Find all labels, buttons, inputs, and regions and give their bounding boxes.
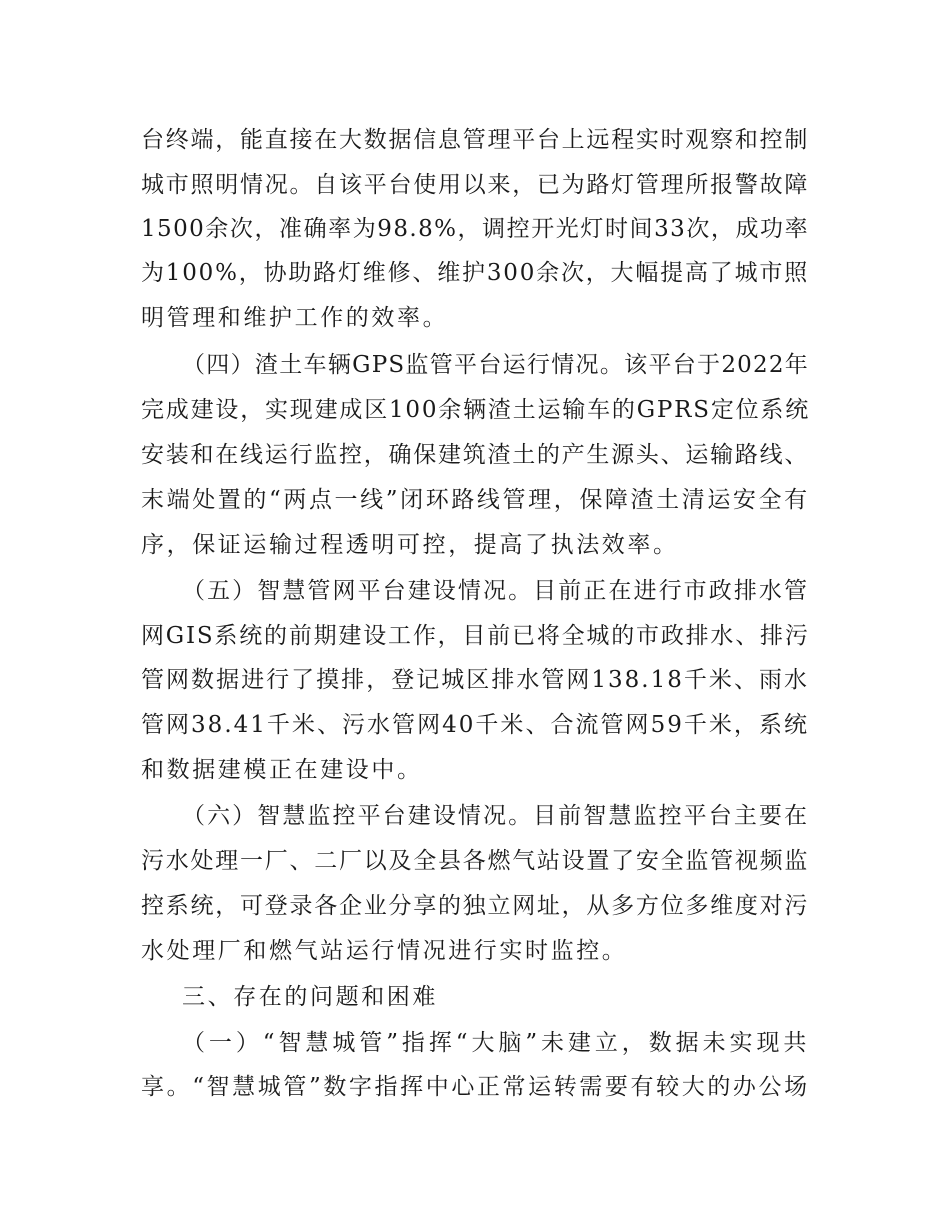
paragraph-line: 控系统，可登录各企业分享的独立网址，从多方位多维度对污 — [141, 893, 809, 919]
paragraph-line: 和数据建模正在建设中。 — [141, 757, 423, 783]
paragraph-line: 城市照明情况。自该平台使用以来，已为路灯管理所报警故障 — [141, 172, 809, 198]
paragraph-line: 污水处理一厂、二厂以及全县各燃气站设置了安全监管视频监 — [141, 848, 809, 874]
paragraph-line: 管网数据进行了摸排，登记城区排水管网138.18千米、雨水 — [141, 667, 809, 693]
paragraph-line: （一）“智慧城管”指挥“大脑”未建立，数据未实现共 — [182, 1030, 809, 1056]
paragraph-line: 台终端，能直接在大数据信息管理平台上远程实时观察和控制 — [141, 127, 809, 153]
paragraph-line: 序，保证运输过程透明可控，提高了执法效率。 — [141, 532, 679, 558]
paragraph-line: 明管理和维护工作的效率。 — [141, 305, 449, 331]
paragraph-line: 管网38.41千米、污水管网40千米、合流管网59千米，系统 — [141, 712, 809, 738]
paragraph-line: 网GIS系统的前期建设工作，目前已将全城的市政排水、排污 — [141, 623, 810, 649]
paragraph-line: 水处理厂和燃气站运行情况进行实时监控。 — [141, 938, 628, 964]
paragraph-line: 安装和在线运行监控，确保建筑渣土的产生源头、运输路线、 — [141, 442, 809, 468]
paragraph-line: （六）智慧监控平台建设情况。目前智慧监控平台主要在 — [182, 803, 809, 829]
paragraph-line: 完成建设，实现建成区100余辆渣土运输车的GPRS定位系统 — [141, 397, 811, 423]
paragraph-line: 为100%，协助路灯维修、维护300余次，大幅提高了城市照 — [141, 260, 809, 286]
paragraph-line: （四）渣土车辆GPS监管平台运行情况。该平台于2022年 — [182, 352, 809, 378]
paragraph-line: 末端处置的“两点一线”闭环路线管理，保障渣土清运安全有 — [141, 487, 810, 513]
section-heading: 三、存在的问题和困难 — [182, 984, 438, 1010]
paragraph-line: 1500余次，准确率为98.8%，调控开光灯时间33次，成功率 — [141, 216, 809, 242]
paragraph-line: 享。“智慧城管”数字指挥中心正常运转需要有较大的办公场 — [141, 1074, 810, 1100]
paragraph-line: （五）智慧管网平台建设情况。目前正在进行市政排水管 — [182, 578, 809, 604]
